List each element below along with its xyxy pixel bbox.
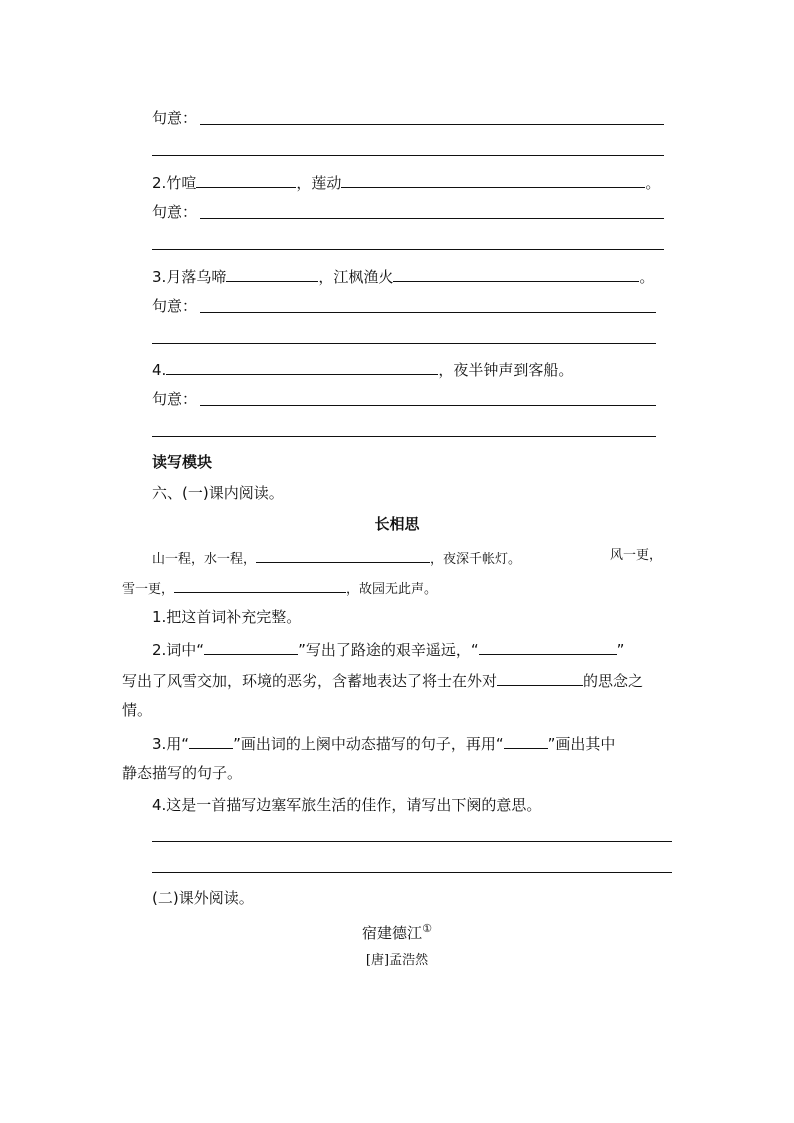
answer-line[interactable] <box>200 124 664 125</box>
blank[interactable] <box>166 358 438 375</box>
verse-part-b: 江枫渔火 <box>333 268 394 286</box>
blank[interactable] <box>504 732 548 749</box>
blank[interactable] <box>341 171 645 188</box>
blank[interactable] <box>189 732 233 749</box>
question-3-cont: 静态描写的句子。 <box>122 764 243 782</box>
question-3: 3.用“ ”画出词的上阕中动态描写的句子，再用“ ”画出其中 <box>152 732 615 752</box>
blank[interactable] <box>174 576 346 593</box>
gloss-label: 句意： <box>152 297 198 315</box>
separator: ， <box>318 268 334 286</box>
question-item-3 <box>152 265 654 285</box>
poem-line-1: 山一程，水一程， ，夜深千帐灯。 <box>152 546 521 566</box>
poem2-author: [唐]孟浩然 <box>365 953 429 968</box>
verse-tail: ，夜半钟声到客船。 <box>438 361 574 379</box>
question-item-2 <box>152 171 660 191</box>
separator: ， <box>296 174 312 192</box>
poem-title: 长相思 <box>374 515 420 533</box>
answer-line[interactable] <box>200 218 664 219</box>
blank[interactable] <box>226 265 318 282</box>
blank[interactable] <box>497 669 583 686</box>
blank[interactable] <box>256 546 430 563</box>
period: 。 <box>645 174 661 192</box>
question-4: 4.这是一首描写边塞军旅生活的佳作，请写出下阕的意思。 <box>152 796 542 814</box>
poem-line-2: 雪一更， ，故园无此声。 <box>122 576 437 596</box>
answer-line[interactable] <box>152 155 664 156</box>
blank[interactable] <box>204 638 298 655</box>
answer-line[interactable] <box>152 343 656 344</box>
item-number: 2. <box>152 174 167 192</box>
verse-part-a: 月落乌啼 <box>166 268 227 286</box>
blank[interactable] <box>196 171 296 188</box>
question-2-cont: 写出了风雪交加，环境的恶劣，含蓄地表达了将士在外对 的思念之 <box>122 669 643 689</box>
blank[interactable] <box>479 638 617 655</box>
gloss-label: 句意： <box>152 203 198 221</box>
question-1: 1.把这首词补充完整。 <box>152 608 302 626</box>
blank[interactable] <box>393 265 639 282</box>
poem-line-1-end: 风一更， <box>610 548 663 563</box>
answer-line[interactable] <box>200 312 656 313</box>
question-2-end: 情。 <box>122 701 153 719</box>
module-heading: 读写模块 <box>152 453 213 471</box>
gloss-label: 句意： <box>152 109 198 127</box>
item-number: 4. <box>152 361 167 379</box>
verse-part-a: 竹喧 <box>166 174 197 192</box>
gloss-label: 句意： <box>152 390 198 408</box>
answer-line[interactable] <box>152 841 672 842</box>
period: 。 <box>639 268 655 286</box>
verse-part-b: 莲动 <box>311 174 342 192</box>
footnote-marker: ① <box>422 922 432 935</box>
answer-line[interactable] <box>200 405 656 406</box>
question-2: 2.词中“ ”写出了路途的艰辛遥远，“ ” <box>152 638 624 658</box>
poem2-title: 宿建德江① <box>362 922 432 942</box>
part1-heading: 六、(一)课内阅读。 <box>152 484 284 502</box>
question-item-4 <box>152 358 573 378</box>
part2-heading: (二)课外阅读。 <box>152 889 254 907</box>
answer-line[interactable] <box>152 872 672 873</box>
item-number: 3. <box>152 268 167 286</box>
answer-line[interactable] <box>152 249 664 250</box>
answer-line[interactable] <box>152 436 656 437</box>
